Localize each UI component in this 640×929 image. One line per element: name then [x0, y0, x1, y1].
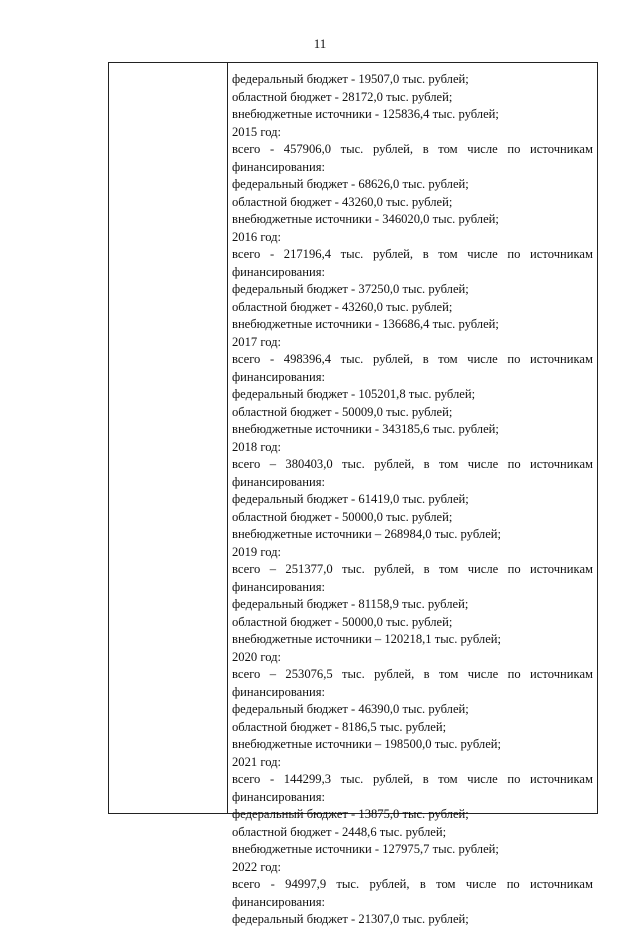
text-line: 2016 год:: [232, 229, 282, 244]
text-line: финансирования:: [232, 579, 326, 594]
text-line: федеральный бюджет - 19507,0 тыс. рублей;: [232, 72, 469, 86]
text-line: федеральный бюджет - 13875,0 тыс. рублей;: [232, 807, 469, 821]
text-line: внебюджетные источники - 346020,0 тыс. рублей;: [232, 212, 499, 226]
text-line: 2017 год:: [232, 334, 282, 349]
text-line: внебюджетные источники - 343185,6 тыс. рублей;: [232, 422, 499, 436]
text-line: финансирования:: [232, 264, 326, 279]
funding-table: [108, 62, 598, 926]
text-line: 2019 год:: [232, 544, 282, 559]
page-number: 11: [313, 36, 327, 51]
text-line: внебюджетные источники – 198500,0 тыс. рублей;: [232, 737, 502, 751]
text-line: федеральный бюджет - 61419,0 тыс. рублей;: [232, 492, 469, 506]
text-line: 2021 год:: [232, 754, 282, 769]
text-line: 2020 год:: [232, 649, 282, 664]
text-line: 2015 год:: [232, 124, 282, 139]
text-line: всего – 251377,0 тыс. рублей, в том числе по источникам: [232, 562, 593, 576]
text-line: всего - 217196,4 тыс. рублей, в том числе по источникам: [232, 247, 593, 261]
text-line: всего - 498396,4 тыс. рублей, в том числе по источникам: [232, 352, 593, 366]
text-line: всего - 457906,0 тыс. рублей, в том числе по источникам: [232, 142, 593, 156]
text-line: внебюджетные источники – 120218,1 тыс. рублей;: [232, 632, 502, 646]
text-line: областной бюджет - 8186,5 тыс. рублей;: [232, 719, 447, 734]
text-line: финансирования:: [232, 159, 326, 174]
text-line: областной бюджет - 50000,0 тыс. рублей;: [232, 614, 453, 629]
text-line: федеральный бюджет - 21307,0 тыс. рублей;: [232, 912, 469, 926]
text-line: внебюджетные источники – 268984,0 тыс. рублей;: [232, 527, 502, 541]
text-line: всего - 94997,9 тыс. рублей, в том числе по источникам: [232, 877, 593, 891]
text-line: областной бюджет - 2448,6 тыс. рублей;: [232, 824, 447, 839]
text-line: федеральный бюджет - 37250,0 тыс. рублей;: [232, 282, 469, 296]
text-line: областной бюджет - 43260,0 тыс. рублей;: [232, 194, 453, 209]
column-divider: [227, 63, 228, 813]
text-line: 2018 год:: [232, 439, 282, 454]
text-line: областной бюджет - 28172,0 тыс. рублей;: [232, 89, 453, 104]
text-line: всего – 380403,0 тыс. рублей, в том числе по источникам: [232, 457, 593, 471]
text-line: 2022 год:: [232, 859, 282, 874]
text-line: финансирования:: [232, 789, 326, 804]
funding-text-cell: [232, 71, 593, 929]
text-line: финансирования:: [232, 474, 326, 489]
text-line: внебюджетные источники - 125836,4 тыс. рублей;: [232, 107, 499, 121]
text-line: областной бюджет - 43260,0 тыс. рублей;: [232, 299, 453, 314]
text-line: финансирования:: [232, 684, 326, 699]
text-line: финансирования:: [232, 369, 326, 384]
text-line: внебюджетные источники - 136686,4 тыс. рублей;: [232, 317, 499, 331]
text-line: федеральный бюджет - 81158,9 тыс. рублей;: [232, 597, 469, 611]
text-line: областной бюджет - 50000,0 тыс. рублей;: [232, 509, 453, 524]
text-line: областной бюджет - 50009,0 тыс. рублей;: [232, 404, 453, 419]
text-line: федеральный бюджет - 46390,0 тыс. рублей;: [232, 702, 469, 716]
text-line: всего - 144299,3 тыс. рублей, в том числе по источникам: [232, 772, 593, 786]
text-line: внебюджетные источники - 127975,7 тыс. рублей;: [232, 842, 499, 856]
text-line: федеральный бюджет - 105201,8 тыс. рублей;: [232, 387, 476, 401]
text-line: всего – 253076,5 тыс. рублей, в том числе по источникам: [232, 667, 593, 681]
text-line: федеральный бюджет - 68626,0 тыс. рублей;: [232, 177, 469, 191]
text-line: финансирования:: [232, 894, 326, 909]
